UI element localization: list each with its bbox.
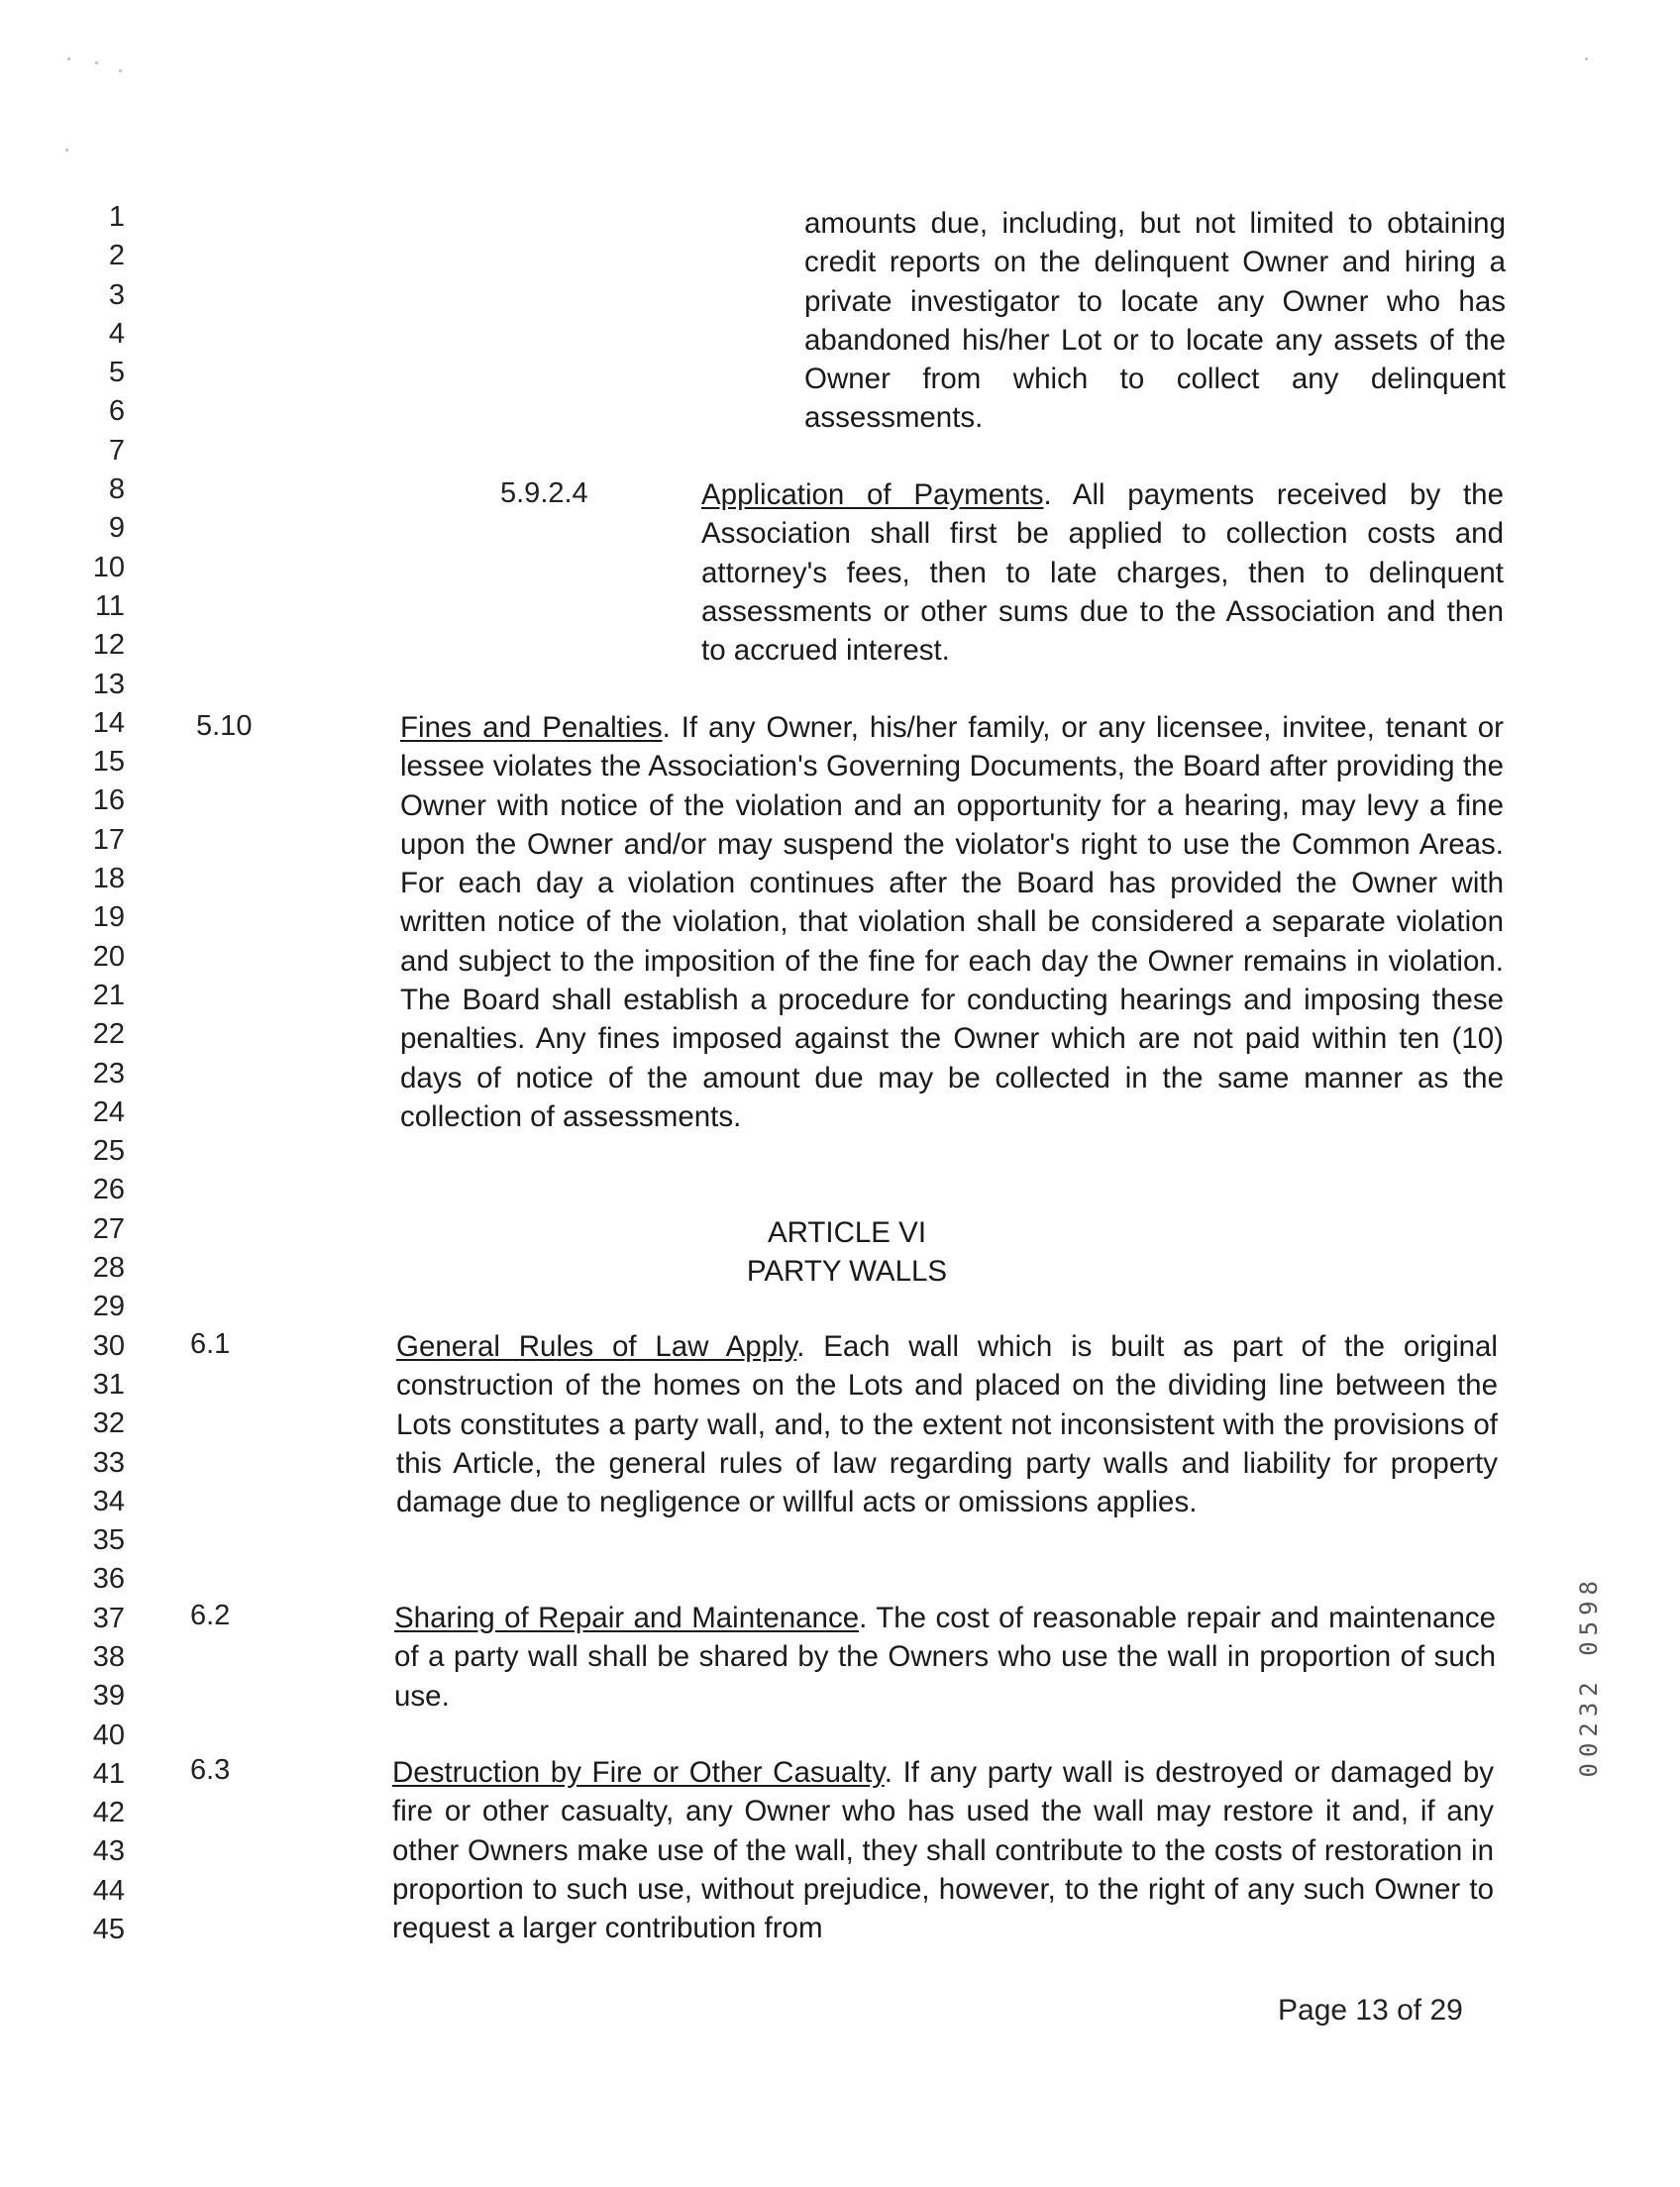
- line-number: 7: [108, 434, 125, 467]
- section-body: . The cost of reasonable repair and maintenance of a party wall shall be shared by the Owners who use the wall in proportion of such use.: [394, 1602, 1497, 1713]
- line-number: 39: [92, 1680, 125, 1713]
- article-heading: ARTICLE VI: [767, 1216, 927, 1249]
- line-number: 28: [92, 1252, 125, 1285]
- section-title: Destruction by Fire or Other Casualty: [392, 1756, 885, 1789]
- section-title: General Rules of Law Apply: [396, 1330, 797, 1363]
- continuation-text: amounts due, including, but not limited to obtaining credit reports on the delinquent Owner and hiring a private investigator to locate any Owner who has abandoned his/her Lot or to locate any assets of the Owner from which to collect any delinquent assessments.: [804, 207, 1506, 435]
- line-number: 13: [92, 668, 125, 700]
- line-number: 32: [92, 1407, 125, 1440]
- scan-speck: [67, 57, 70, 60]
- line-number: 40: [92, 1718, 125, 1751]
- line-number: 43: [92, 1835, 125, 1868]
- line-number: 25: [92, 1135, 125, 1168]
- line-number: 34: [92, 1485, 125, 1517]
- line-number: 8: [108, 473, 125, 506]
- section-title: Fines and Penalties: [400, 711, 663, 744]
- article-subheading: PARTY WALLS: [746, 1255, 948, 1288]
- line-number: 30: [92, 1329, 125, 1362]
- line-number: 12: [92, 629, 125, 662]
- recording-stamp: 00232 0598: [1575, 1575, 1603, 1778]
- line-number: 9: [108, 512, 125, 545]
- line-number: 37: [92, 1602, 125, 1634]
- line-number: 4: [108, 317, 125, 350]
- line-number: 23: [92, 1057, 125, 1090]
- line-number: 20: [92, 940, 125, 973]
- line-number-column: [59, 198, 125, 1949]
- line-number: 27: [92, 1212, 125, 1245]
- line-number: 1: [108, 201, 125, 233]
- line-number: 29: [92, 1291, 125, 1323]
- section-fines-and-penalties: [400, 708, 1504, 1136]
- line-number: 5: [108, 357, 125, 389]
- line-number: 31: [92, 1368, 125, 1401]
- line-number: 17: [92, 823, 125, 856]
- line-number: 24: [92, 1095, 125, 1128]
- line-number: 10: [92, 551, 125, 583]
- section-number: 6.3: [190, 1754, 231, 1786]
- line-number: 11: [94, 589, 125, 622]
- line-number: 41: [92, 1757, 125, 1790]
- line-number: 14: [92, 706, 125, 739]
- line-number: 45: [92, 1914, 125, 1946]
- line-number: 15: [92, 746, 125, 779]
- line-number: 38: [92, 1640, 125, 1673]
- scan-speck: [1585, 57, 1588, 60]
- line-number: 21: [92, 979, 125, 1011]
- section-sharing-of-repair: [394, 1599, 1496, 1716]
- section-number: 6.1: [190, 1328, 231, 1360]
- section-body: . If any party wall is destroyed or damaged by fire or other casualty, any Owner who has used the wall may restore it and, if any other Owners make use of the wall, they shall contribute to the costs of restoration in proportion to such use, without prejudice, however, to the right of any such Owner to request a larger contribution from: [392, 1756, 1494, 1945]
- section-body: . If any Owner, his/her family, or any licensee, invitee, tenant or lessee violates the Association's Governing Documents, the Board after providing the Owner with notice of the violation and an opportunity for a hearing, may levy a fine upon the Owner and/or may suspend the violator's right to use the Common Areas. For each day a violation continues after the Board has provided the Owner with written notice of the violation, that violation shall be considered a separate violation and subject to the imposition of the fine for each day the Owner remains in violation. The Board shall establish a procedure for conducting hearings and imposing these penalties. Any fines imposed against the Owner which are not paid within ten (10) days of notice of the amount due may be collected in the same manner as the collection of assessments.: [400, 711, 1504, 1133]
- page-number: Page 13 of 29: [1278, 1994, 1463, 2027]
- section-number: 6.2: [190, 1600, 231, 1631]
- section-title: Application of Payments: [701, 478, 1044, 511]
- line-number: 42: [92, 1797, 125, 1829]
- scan-speck: [119, 69, 122, 72]
- line-number: 19: [92, 901, 125, 934]
- scan-speck: [65, 149, 68, 152]
- line-number: 2: [108, 240, 125, 272]
- line-number: 44: [92, 1874, 125, 1907]
- section-body: . All payments received by the Association shall first be applied to collection costs and attorney's fees, then to late charges, then to delinquent assessments or other sums due to the Association and then to accrued interest.: [701, 478, 1504, 668]
- continuation-paragraph: [804, 204, 1506, 438]
- section-number: 5.9.2.4: [500, 477, 588, 509]
- line-number: 36: [92, 1563, 125, 1596]
- line-number: 3: [108, 278, 125, 311]
- line-number: 22: [92, 1018, 125, 1051]
- section-destruction-by-fire: [392, 1753, 1494, 1947]
- line-number: 33: [92, 1446, 125, 1479]
- section-title: Sharing of Repair and Maintenance: [394, 1602, 860, 1634]
- line-number: 18: [92, 863, 125, 895]
- line-number: 16: [92, 784, 125, 817]
- section-number: 5.10: [196, 710, 253, 742]
- scan-speck: [95, 61, 98, 64]
- line-number: 35: [92, 1524, 125, 1557]
- section-body: . Each wall which is built as part of the original construction of the homes on the Lots and placed on the dividing line between the Lots constitutes a party wall, and, to the extent not inconsistent with the provisions of this Article, the general rules of law regarding party walls and liability for property damage due to negligence or willful acts or omissions applies.: [396, 1330, 1498, 1519]
- section-application-of-payments: [701, 475, 1504, 670]
- section-general-rules-of-law: [396, 1327, 1498, 1521]
- line-number: 6: [108, 395, 125, 428]
- line-number: 26: [92, 1174, 125, 1206]
